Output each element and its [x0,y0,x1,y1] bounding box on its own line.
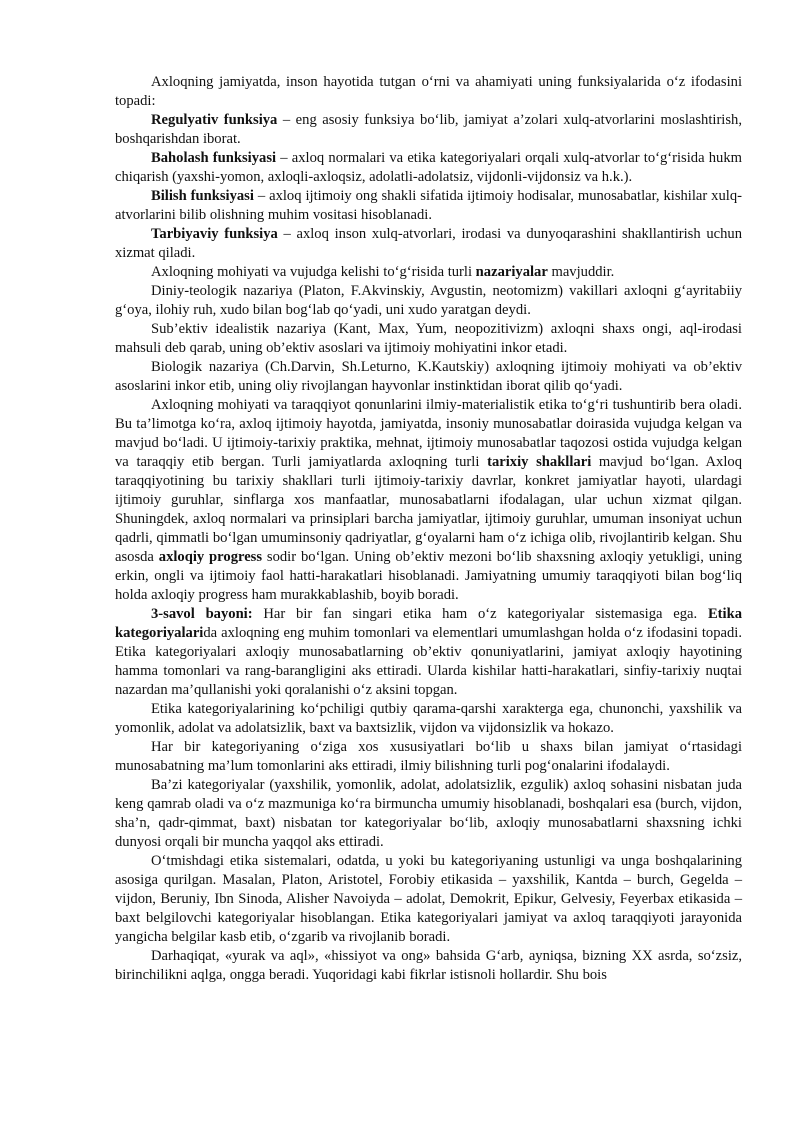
text-run: mavjud bo‘lgan. Axloq taraqqiyotining bu tarixiy shakllari turli ijtimoiy-tarixiy davrlar, konkret jamiyatlar hayoti, ulardagi ijtimoiy guruhlar, sinflarga xos manfaatlar, munosabatlarni ifodalagan, ular uchun xizmat qilgan. Shuningdek, axloq normalari va prinsiplari barcha jamiyatlar, ijtimoiy guruhlar, umuman insoniyat uchun qadrli, qimmatli bo‘lgan umuminsoniy qadriyatlar, g‘oyalarni ham o‘z ichiga olib, rivojlantirib kelgan. Shu asosda [115,454,742,565]
text-run: Diniy-teologik nazariya (Platon, F.Akvinskiy, Avgustin, neotomizm) vakillari axloqni g‘ayritabiiy g‘oya, ilohiy ruh, xudo bilan bog‘lab qo‘yadi, uni xudo yaratgan deydi. [115,283,742,318]
paragraph [115,225,742,263]
paragraph [115,738,742,776]
paragraph [115,396,742,605]
bold-term: axloqiy progress [158,549,263,565]
text-run: Har bir fan singari etika ham o‘z kategoriyalar sistemasiga ega. [252,606,708,622]
bold-term: 3-savol bayoni: [151,606,253,622]
text-run: Darhaqiqat, «yurak va aql», «hissiyot va ong» bahsida G‘arb, ayniqsa, bizning XX asrda, so‘zsiz, birinchilikni aqlga, ongga beradi. Yuqoridagi kabi fikrlar istisnoli hollardir. Shu bois [115,948,742,983]
paragraph [115,282,742,320]
bold-term: tarixiy shakllari [487,454,592,470]
paragraph [115,605,742,700]
text-run: – axloq ijtimoiy ong shakli sifatida ijtimoiy hodisalar, munosabatlar, kishilar xulq-atvorlarini bilib olishning muhim vositasi hisoblanadi. [115,188,742,223]
text-run: mavjuddir. [547,264,615,280]
bold-term: nazariyalar [475,264,548,280]
bold-term: Baholash funksiyasi [151,150,277,166]
text-run: Axloqning mohiyati va taraqqiyot qonunlarini ilmiy-materialistik etika to‘g‘ri tushuntirib bera oladi. Bu ta’limotga ko‘ra, axloq ijtimoiy hayotda, jamiyatda, insoniy munosabatlar doirasida vujudga kelgan va mavjud bo‘ladi. U ijtimoiy-tarixiy praktika, mehnat, ijtimoiy munosabatlar taqozosi ostida vujudga kelgan va taraqqiy etib bergan. Turli jamiyatlarda axloqning turli [115,397,742,470]
text-run: Axloqning mohiyati va vujudga kelishi to‘g‘risida turli [151,264,476,280]
bold-term: Bilish funksiyasi [151,188,254,204]
text-run: Etika kategoriyalarining ko‘pchiligi qutbiy qarama-qarshi xarakterga ega, chunonchi, yaxshilik va yomonlik, adolat va adolatsizlik, baxt va baxtsizlik, vijdon va vijdonsizlik va hokazo. [115,701,742,736]
paragraph [115,320,742,358]
paragraph [115,852,742,947]
text-run: – axloq inson xulq-atvorlari, irodasi va dunyoqarashini shakllantirish uchun xizmat qiladi. [115,226,742,261]
text-run: Har bir kategoriyaning o‘ziga xos xususiyatlari bo‘lib u shaxs bilan jamiyat o‘rtasidagi munosabatning ma’lum tomonlarini aks ettiradi, ilmiy bilishning turli pog‘onalarini ifodalaydi. [115,739,742,774]
paragraph [115,776,742,852]
text-run: Sub’ektiv idealistik nazariya (Kant, Max, Yum, neopozitivizm) axloqni shaxs ongi, aql-irodasi mahsuli deb qarab, uning ob’ektiv asoslari va ijtimoiy mohiyatini inkor etadi. [115,321,742,356]
paragraph [115,358,742,396]
paragraph [115,111,742,149]
paragraph [115,149,742,187]
paragraph [115,700,742,738]
text-run: Axloqning jamiyatda, inson hayotida tutgan o‘rni va ahamiyati uning funksiyalarida o‘z ifodasini topadi: [115,74,742,109]
text-run: da axloqning eng muhim tomonlari va elementlari umumlashgan holda o‘z ifodasini topadi. Etika kategoriyalari axloqiy munosabatlarning ob’ektiv qonuniyatlarini, jamiyat axloqiy hayotining hamma tomonlari va rang-barangligini aks ettiradi. Ularda kishilar hatti-harakatlari, sinfiy-tarixiy nuqtai nazardan ma’qullanishi yoki qoralanishi o‘z aksini topgan. [115,625,742,698]
bold-term: Tarbiyaviy funksiya [151,226,278,242]
paragraph [115,187,742,225]
bold-term: Regulyativ funksiya [151,112,278,128]
paragraph [115,947,742,985]
document-page [115,73,742,985]
paragraph [115,73,742,111]
text-run: – eng asosiy funksiya bo‘lib, jamiyat a’zolari xulq-atvorlarini moslashtirish, boshqarishdan iborat. [115,112,742,147]
text-run: Ba’zi kategoriyalar (yaxshilik, yomonlik, adolat, adolatsizlik, ezgulik) axloq sohasini nisbatan juda keng qamrab oladi va o‘z mazmuniga ko‘ra birmuncha umumiy hisoblanadi, boshqalari esa (burch, vijdon, sha’n, qadr-qimmat, baxt) nisbatan tor kategoriyalar bo‘lib, axloqiy munosabatlarni shaxsning ichki dunyosi orqali bir muncha yaqqol aks ettiradi. [115,777,742,850]
text-run: – axloq normalari va etika kategoriyalari orqali xulq-atvorlar to‘g‘risida hukm chiqarish (yaxshi-yomon, axloqli-axloqsiz, adolatli-adolatsiz, vijdonli-vijdonsiz va h.k.). [115,150,743,185]
text-run: Biologik nazariya (Ch.Darvin, Sh.Leturno, K.Kautskiy) axloqning ijtimoiy mohiyati va ob’ektiv asoslarini inkor etib, uning oliy rivojlangan hayvonlar instinktidan iborat qilib qo‘yadi. [115,359,742,394]
paragraph [115,263,742,282]
text-run: sodir bo‘lgan. Uning ob’ektiv mezoni bo‘lib shaxsning axloqiy yetukligi, uning erkin, ongli va ijtimoiy faol hatti-harakatlari hisoblanadi. Jamiyatning umumiy taraqqiyoti bilan bog‘liq holda axloqiy progress ham murakkablashib, boyib boradi. [115,549,742,603]
text-run: O‘tmishdagi etika sistemalari, odatda, u yoki bu kategoriyaning ustunligi va unga boshqalarining asosiga qurilgan. Masalan, Platon, Aristotel, Forobiy etikasida – yaxshilik, Kantda – burch, Gegelda – vijdon, Beruniy, Ibn Sinoda, Alisher Navoiyda – adolat, Demokrit, Epikur, Gelvesiy, Feyerbax etikasida – baxt belgilovchi kategoriyalar hisoblangan. Etika kategoriyalari jamiyat va axloq taraqqiyoti jarayonida yangicha belgilar kasb etib, o‘zgarib va rivojlanib boradi. [115,853,742,945]
bold-term: Etika kategoriyalari [115,606,743,641]
